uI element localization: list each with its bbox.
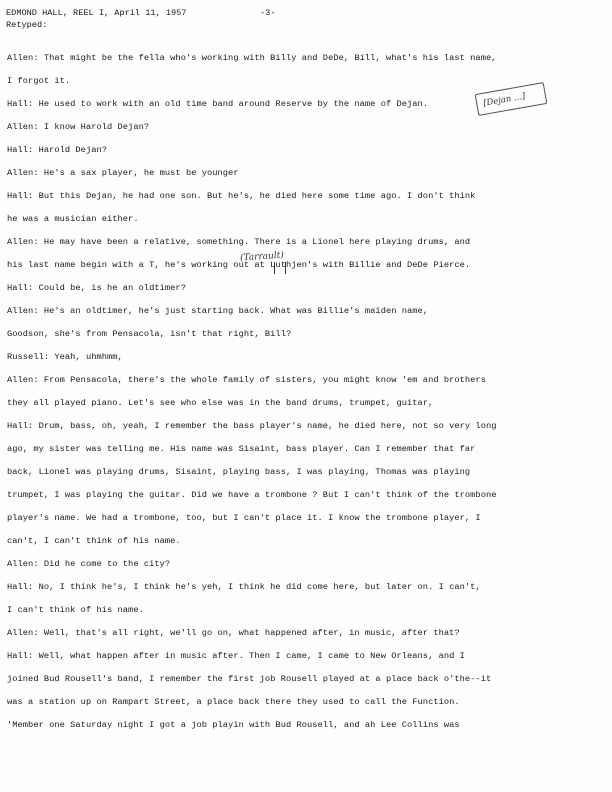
transcript-line: Hall: He used to work with an old time band around Reserve by the name of Dejan. xyxy=(7,99,429,109)
insertion-caret-mark xyxy=(274,262,286,274)
transcript-line: his last name begin with a T, he's working out at Luthjen's with Billie and DeDe Pierce. xyxy=(7,260,471,270)
header-title: EDMOND HALL, REEL I, April 11, 1957 xyxy=(6,8,187,18)
transcript-line: Allen: I know Harold Dejan? xyxy=(7,122,150,132)
transcript-line: they all played piano. Let's see who else was in the band drums, trumpet, guitar, xyxy=(7,398,434,408)
transcript-line: Russell: Yeah, uhmhmm, xyxy=(7,352,123,362)
transcript-line: trumpet, I was playing the guitar. Did we have a trombone ? But I can't think of the trombone xyxy=(7,490,497,500)
transcript-line: Hall: Could be, is he an oldtimer? xyxy=(7,283,186,293)
handwritten-dejan-note: [Dejan ...] xyxy=(475,82,548,116)
transcript-line: Allen: From Pensacola, there's the whole family of sisters, you might know 'em and brothers xyxy=(7,375,486,385)
transcript-line: 'Member one Saturday night I got a job playin with Bud Rousell, and ah Lee Collins was xyxy=(7,720,460,730)
transcript-line: I can't think of his name. xyxy=(7,605,144,615)
transcript-line: joined Bud Rousell's band, I remember the first job Rousell played at a place back o'the--it xyxy=(7,674,492,684)
transcript-line: Hall: Drum, bass, oh, yeah, I remember the bass player's name, he died here, not so very long xyxy=(7,421,497,431)
header-retyped: Retyped: xyxy=(6,20,48,30)
page-header xyxy=(6,7,276,31)
transcript-line: Allen: He may have been a relative, something. There is a Lionel here playing drums, and xyxy=(7,237,471,247)
transcript-line: Hall: But this Dejan, he had one son. But he's, he died here some time ago. I don't think xyxy=(7,191,476,201)
transcript-line: Hall: No, I think he's, I think he's yeh, I think he did come here, but later on. I can't, xyxy=(7,582,481,592)
transcript-line: Allen: He's an oldtimer, he's just starting back. What was Billie's maiden name, xyxy=(7,306,429,316)
transcript-line: Allen: Did he come to the city? xyxy=(7,559,171,569)
handwritten-tarrault-note: (Tarrault) xyxy=(239,250,285,264)
transcript-line: Allen: He's a sax player, he must be younger xyxy=(7,168,239,178)
transcript-line: Allen: That might be the fella who's working with Billy and DeDe, Bill, what's his last name, xyxy=(7,53,497,63)
transcript-line: can't, I can't think of his name. xyxy=(7,536,181,546)
transcript-line: was a station up on Rampart Street, a place back there they used to call the Function. xyxy=(7,697,460,707)
transcript-line: Allen: Well, that's all right, we'll go on, what happened after, in music, after that? xyxy=(7,628,460,638)
transcript-line: player's name. We had a trombone, too, but I can't place it. I know the trombone player, I xyxy=(7,513,481,523)
transcript-line: Goodson, she's from Pensacola, isn't that right, Bill? xyxy=(7,329,292,339)
page-number: -3- xyxy=(260,8,276,18)
transcript-line: Hall: Harold Dejan? xyxy=(7,145,108,155)
transcript-line: ago, my sister was telling me. His name was Sisaint, bass player. Can I remember that far xyxy=(7,444,476,454)
transcript-line: I forgot it. xyxy=(7,76,71,86)
transcript-line: he was a musician either. xyxy=(7,214,139,224)
transcript-line: Hall: Well, what happen after in music after. Then I came, I came to New Orleans, and I xyxy=(7,651,465,661)
transcript-line: back, Lionel was playing drums, Sisaint, playing bass, I was playing, Thomas was playing xyxy=(7,467,471,477)
transcript-body xyxy=(7,47,603,737)
